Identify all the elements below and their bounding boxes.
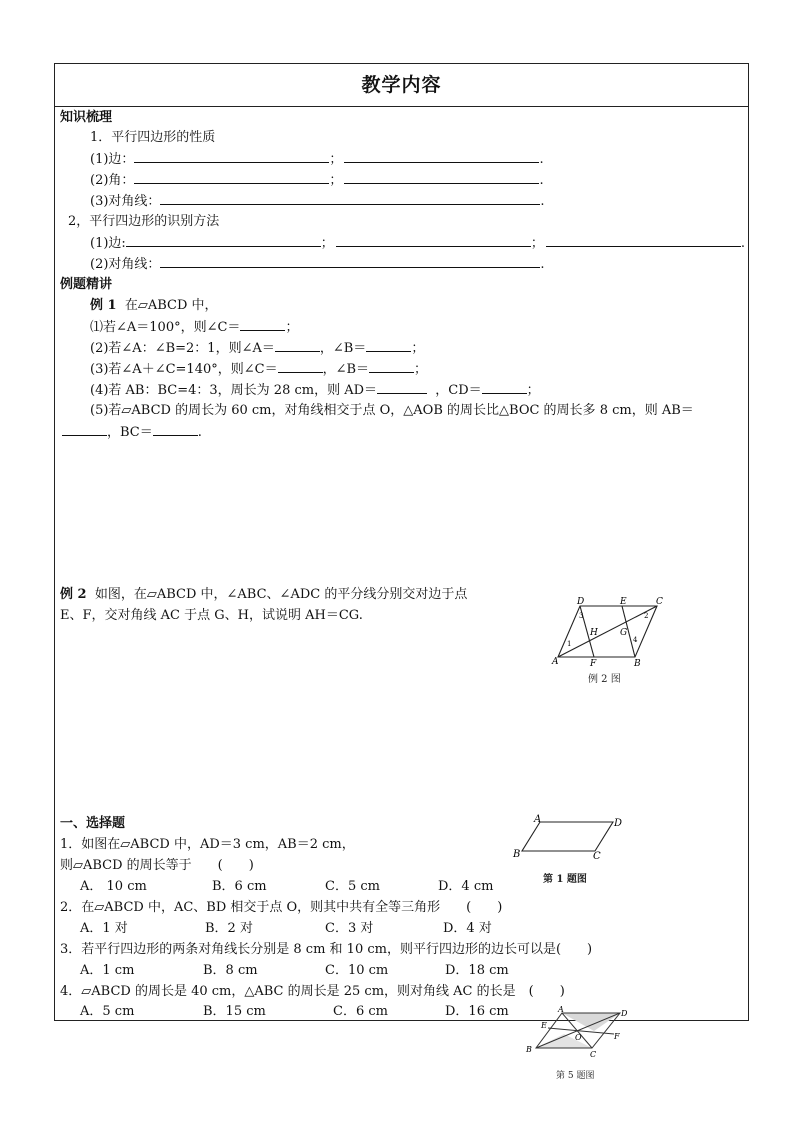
q3-line: 3．若平行四边形的两条对角线长分别是 8 cm 和 10 cm，则平行四边形的边长可以是( ): [60, 942, 593, 957]
q-end: ；: [411, 341, 425, 356]
q-text: (4)若 AB：BC=4：3，周长为 28 cm，则 AD＝: [90, 383, 378, 398]
label: (2)对角线：: [90, 257, 161, 272]
example1-q5-line1: (5)若▱ABCD 的周长为 60 cm，对角线相交于点 O，△AOB 的周长比△BOC 的周长多 8 cm，则 AB＝: [90, 403, 694, 418]
sep: ；: [320, 236, 334, 251]
q3-option-a[interactable]: A．1 cm: [80, 963, 135, 978]
label-b: B: [526, 1045, 532, 1054]
q-mid: ，∠B＝: [322, 362, 370, 377]
label-a: A: [558, 1006, 564, 1014]
end: .: [539, 152, 544, 167]
property-side-row: [90, 150, 544, 169]
blank[interactable]: [134, 171, 329, 184]
q4-option-a[interactable]: A．5 cm: [80, 1004, 135, 1019]
blank[interactable]: [160, 192, 540, 205]
label-c: C: [593, 851, 601, 860]
blank[interactable]: [377, 381, 427, 394]
q2-line: 2．在▱ABCD 中，AC、BD 相交于点 O，则其中共有全等三角形 ( ): [60, 900, 503, 915]
example2-line1: [60, 586, 467, 604]
blank[interactable]: [369, 360, 414, 373]
label: (2)角：: [90, 173, 135, 188]
q4-line: 4．▱ABCD 的周长是 40 cm，△ABC 的周长是 25 cm，则对角线 AC 的长是 ( ): [60, 984, 565, 999]
example1-intro: [90, 297, 218, 315]
end: .: [540, 257, 545, 272]
q-mid: ，∠B＝: [319, 341, 367, 356]
sep: ；: [329, 173, 343, 188]
identify-title: 2，平行四边形的识别方法: [68, 214, 220, 229]
q-text: ⑴若∠A＝100°，则∠C＝: [90, 320, 241, 335]
q-mid: ，CD＝: [435, 383, 482, 398]
q3-option-c[interactable]: C．10 cm: [325, 963, 389, 978]
section-heading-examples: 例题精讲: [60, 277, 113, 292]
q5-figure: [522, 1006, 632, 1062]
q-end: .: [197, 425, 202, 440]
q4-option-b[interactable]: B．15 cm: [203, 1004, 266, 1019]
example1-q1: [90, 318, 298, 337]
blank[interactable]: [160, 255, 540, 268]
label-c: C: [656, 597, 663, 607]
q2-option-c[interactable]: C．3 对: [325, 921, 374, 936]
end: .: [540, 194, 545, 209]
q1-line1: 1．如图在▱ABCD 中，AD＝3 cm，AB＝2 cm，: [60, 837, 355, 852]
blank[interactable]: [482, 381, 527, 394]
blank[interactable]: [336, 234, 531, 247]
label-angle-4: 4: [633, 636, 638, 644]
identify-side-row: [90, 234, 745, 253]
label-h: H: [590, 628, 598, 638]
example2-figure: [550, 596, 675, 668]
label-f: F: [614, 1032, 620, 1041]
label-e: E: [541, 1021, 547, 1030]
q-text: (2)若∠A：∠B=2：1，则∠A＝: [90, 341, 275, 356]
q-mid: ，BC＝: [107, 425, 153, 440]
example2-caption: 例 2 图: [588, 674, 621, 685]
example2-label: 例 2: [60, 587, 87, 602]
example1-label: 例 1: [90, 298, 117, 313]
label-d: D: [621, 1009, 628, 1018]
example2-line2: E、F，交对角线 AC 于点 G、H，试说明 AH＝CG.: [60, 608, 363, 623]
q-end: ；: [526, 383, 540, 398]
label-a: A: [552, 657, 559, 667]
identify-diagonal-row: [90, 255, 545, 274]
example1-q5-line2: [62, 423, 202, 442]
blank[interactable]: [275, 339, 320, 352]
blank[interactable]: [126, 234, 321, 247]
example1-q3: [90, 360, 427, 379]
q2-option-a[interactable]: A．1 对: [80, 921, 128, 936]
sep: ；: [329, 152, 343, 167]
blank[interactable]: [62, 423, 107, 436]
label-angle-1: 1: [567, 640, 572, 648]
example1-q4: [90, 381, 540, 400]
q5-shaded: [562, 1013, 620, 1031]
label-d: D: [577, 597, 585, 607]
blank[interactable]: [278, 360, 323, 373]
blank[interactable]: [134, 150, 329, 163]
blank[interactable]: [366, 339, 411, 352]
property-title: 1．平行四边形的性质: [90, 130, 216, 145]
q1-figure: [512, 812, 630, 860]
blank[interactable]: [546, 234, 741, 247]
q1-option-b[interactable]: B．6 cm: [212, 879, 267, 894]
label-b: B: [634, 659, 641, 668]
q1-caption: 第 1 题图: [543, 874, 587, 885]
label-a: A: [534, 814, 542, 825]
q-text: (3)若∠A＋∠C=140°，则∠C＝: [90, 362, 278, 377]
sep: ；: [530, 236, 544, 251]
q-end: ；: [414, 362, 428, 377]
label-c: C: [590, 1050, 597, 1059]
page-title: 教学内容: [55, 64, 748, 107]
label: (1)边:: [90, 236, 126, 251]
q1-option-c[interactable]: C．5 cm: [325, 879, 380, 894]
property-diagonal-row: [90, 192, 545, 211]
q5-caption: 第 5 题图: [556, 1071, 595, 1081]
end: .: [539, 173, 544, 188]
q2-option-d[interactable]: D．4 对: [443, 921, 492, 936]
example2-text: 如图，在▱ABCD 中，∠ABC、∠ADC 的平分线分别交对边于点: [94, 587, 468, 602]
end: .: [740, 236, 745, 251]
label: (1)边：: [90, 152, 135, 167]
q2-option-b[interactable]: B．2 对: [205, 921, 253, 936]
q1-line2: 则▱ABCD 的周长等于 ( ): [60, 858, 254, 873]
q1-option-d[interactable]: D．4 cm: [438, 879, 494, 894]
example1-q2: [90, 339, 424, 358]
section-heading-knowledge: 知识梳理: [60, 110, 113, 125]
q4-option-c[interactable]: C．6 cm: [333, 1004, 388, 1019]
blank[interactable]: [344, 171, 539, 184]
label-angle-2: 2: [644, 612, 649, 620]
parallelogram-abdc: [522, 822, 613, 851]
q-end: ；: [285, 320, 299, 335]
label-f: F: [590, 659, 597, 668]
blank[interactable]: [153, 423, 198, 436]
blank[interactable]: [240, 318, 285, 331]
blank[interactable]: [344, 150, 539, 163]
label: (3)对角线：: [90, 194, 161, 209]
label-d: D: [614, 818, 623, 829]
label-e: E: [620, 597, 627, 607]
q3-option-b[interactable]: B．8 cm: [203, 963, 258, 978]
section-heading-choice: 一、选择题: [60, 816, 126, 831]
label-o: O: [575, 1033, 582, 1042]
q4-option-d[interactable]: D．16 cm: [445, 1004, 509, 1019]
diagonal-ac: [558, 606, 657, 657]
label-g: G: [620, 628, 628, 638]
label-angle-3: 3: [579, 612, 584, 620]
property-angle-row: [90, 171, 544, 190]
label-b: B: [513, 849, 521, 860]
q1-option-a[interactable]: A． 10 cm: [80, 879, 147, 894]
q3-option-d[interactable]: D．18 cm: [445, 963, 509, 978]
example1-text: 在▱ABCD 中，: [124, 298, 218, 313]
